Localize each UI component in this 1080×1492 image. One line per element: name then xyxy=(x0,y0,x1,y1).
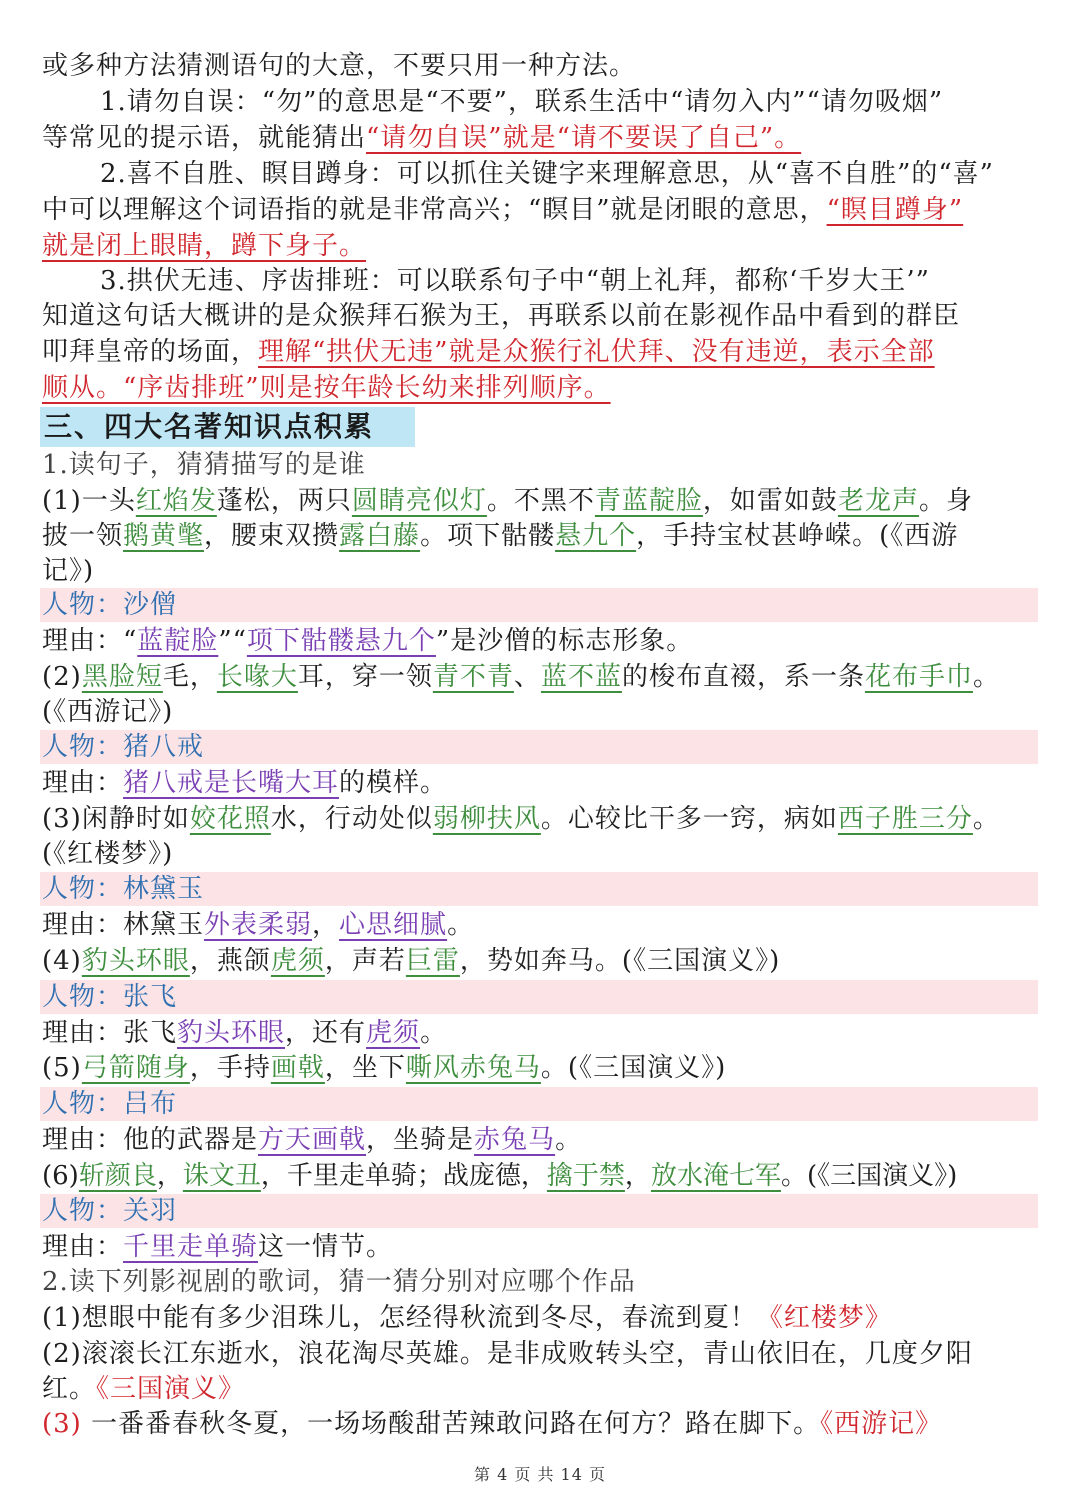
text: ，千里走单骑；战庞德， xyxy=(260,1161,547,1191)
question-line xyxy=(42,943,1042,979)
answer-text: 《红楼梦》 xyxy=(756,1303,892,1333)
reason-keyword: 外表柔弱 xyxy=(204,910,313,940)
text-line xyxy=(42,334,1042,370)
lyric-line xyxy=(42,1336,1042,1372)
person-answer: 人物：林黛玉 xyxy=(42,874,205,904)
text: 一番番春秋冬夏，一场场酸甜苦辣敢问路在何方？路在脚下。 xyxy=(81,1409,821,1439)
keyword: 画戟 xyxy=(270,1053,325,1083)
text: 理由：张飞 xyxy=(42,1018,178,1048)
reason-keyword: 赤兔马 xyxy=(474,1125,556,1155)
part-title: 1.读句子，猜猜描写的是谁 xyxy=(42,450,366,480)
text-line xyxy=(42,370,1042,406)
keyword: 圆睛亮似灯 xyxy=(351,486,487,516)
text-line xyxy=(100,156,1050,192)
keyword: 青不青 xyxy=(432,662,514,692)
section-heading: 三、四大名著知识点积累 xyxy=(44,410,375,443)
text: 。项下骷髅 xyxy=(420,521,556,551)
text: ，腰束双攒 xyxy=(204,521,340,551)
keyword: 花布手巾 xyxy=(864,662,973,692)
text: 。 xyxy=(420,1018,448,1048)
text: (2) xyxy=(42,662,82,692)
text-line xyxy=(42,48,1042,84)
text: ，还有 xyxy=(285,1018,367,1048)
text: ，手持 xyxy=(189,1053,271,1083)
reason-line xyxy=(42,1229,1042,1265)
text: 理由： xyxy=(42,1232,124,1262)
text: 的模样。 xyxy=(339,768,448,798)
answer-text: 《三国演义》 xyxy=(96,1374,246,1404)
question-line xyxy=(42,694,1042,730)
text: (5) xyxy=(42,1053,82,1083)
keyword: 姣花照 xyxy=(189,804,271,834)
part-title: 2.读下列影视剧的歌词，猜一猜分别对应哪个作品 xyxy=(42,1267,636,1297)
text: 知道这句话大概讲的是众猴拜石猴为王，再联系以前在影视作品中看到的群臣 xyxy=(42,301,961,331)
text-line xyxy=(42,120,1042,156)
text: 理由：林黛玉 xyxy=(42,910,205,940)
text: 理由：“ xyxy=(42,626,138,656)
text: 蓬松，两只 xyxy=(216,486,352,516)
answer-text: 《西游记》 xyxy=(820,1409,943,1439)
text: 1.请勿自误：“勿”的意思是“不要”，联系生活中“请勿入内”“请勿吸烟” xyxy=(100,87,944,117)
answer-text: 就是闭上眼睛，蹲下身子。 xyxy=(42,231,367,261)
answer-text: 顺从。“序齿排班”则是按年龄长幼来排列顺序。 xyxy=(42,373,611,403)
text: ，手持宝杖甚峥嵘。(《西游 xyxy=(636,521,959,551)
keyword: 诛文丑 xyxy=(182,1161,261,1191)
reason-keyword: 蓝靛脸 xyxy=(137,626,219,656)
person-answer: 人物：张飞 xyxy=(42,982,178,1012)
text: ，声若 xyxy=(324,946,406,976)
text: ，坐骑是 xyxy=(366,1125,475,1155)
text-line xyxy=(100,263,1050,299)
text: 。(《三国演义》) xyxy=(780,1161,958,1191)
person-answer: 人物：猪八戒 xyxy=(42,732,205,762)
question-line xyxy=(42,1050,1042,1086)
text: ”是沙僧的标志形象。 xyxy=(435,626,694,656)
keyword: 老龙声 xyxy=(837,486,919,516)
text: 。 xyxy=(447,910,475,940)
reason-line xyxy=(42,765,1042,801)
text: 毛， xyxy=(162,662,217,692)
keyword: 巨雷 xyxy=(405,946,460,976)
text: ， xyxy=(156,1161,183,1191)
reason-keyword: 虎须 xyxy=(366,1018,421,1048)
lyric-line xyxy=(42,1371,1042,1407)
text: 或多种方法猜测语句的大意，不要只用一种方法。 xyxy=(42,51,637,81)
text: (1)想眼中能有多少泪珠儿，怎经得秋流到冬尽，春流到夏！ xyxy=(42,1303,757,1333)
text: 理由：他的武器是 xyxy=(42,1125,259,1155)
text: 。身 xyxy=(918,486,973,516)
lyric-line xyxy=(42,1300,1042,1336)
reason-keyword: 豹头环眼 xyxy=(177,1018,286,1048)
text: 红。 xyxy=(42,1374,97,1404)
text: ，燕颌 xyxy=(189,946,271,976)
keyword: 西子胜三分 xyxy=(837,804,973,834)
answer-text: “请勿自误”就是“请不要误了自己”。 xyxy=(366,123,802,153)
text-line xyxy=(100,84,1050,120)
text: 。 xyxy=(972,804,1000,834)
text: 。 xyxy=(972,662,1000,692)
text: (《西游记》) xyxy=(42,697,174,727)
text: 。 xyxy=(555,1125,583,1155)
keyword: 红焰发 xyxy=(135,486,217,516)
question-line xyxy=(42,518,1042,554)
question-line xyxy=(42,836,1042,872)
text: (《红楼梦》) xyxy=(42,839,174,869)
keyword: 长喙大 xyxy=(216,662,298,692)
keyword: 放水淹七军 xyxy=(650,1161,781,1191)
keyword: 嘶风赤兔马 xyxy=(405,1053,541,1083)
text: 叩拜皇帝的场面， xyxy=(42,337,259,367)
keyword: 露白藤 xyxy=(339,521,421,551)
person-answer: 人物：关羽 xyxy=(42,1196,178,1226)
text: 记》) xyxy=(42,556,95,586)
person-answer: 人物：吕布 xyxy=(42,1089,178,1119)
reason-keyword: 猪八戒是长嘴大耳 xyxy=(123,768,340,798)
reason-line xyxy=(42,1122,1042,1158)
reason-line xyxy=(42,1015,1042,1051)
text: ”“ xyxy=(218,626,247,656)
text: 中可以理解这个词语指的就是非常高兴；“瞑目”就是闭眼的意思， xyxy=(42,195,827,225)
keyword: 青蓝靛脸 xyxy=(594,486,703,516)
keyword: 弱柳扶风 xyxy=(432,804,541,834)
text: (6) xyxy=(42,1161,79,1191)
text: 等常见的提示语，就能猜出 xyxy=(42,123,367,153)
reason-line xyxy=(42,623,1042,659)
text-line xyxy=(42,192,1042,228)
text: ，势如奔马。(《三国演义》) xyxy=(459,946,781,976)
question-line xyxy=(42,659,1042,695)
text: 水，行动处似 xyxy=(270,804,433,834)
keyword: 黑脸短 xyxy=(81,662,163,692)
reason-keyword: 千里走单骑 xyxy=(123,1232,259,1262)
keyword: 悬九个 xyxy=(555,521,637,551)
text: ，坐下 xyxy=(324,1053,406,1083)
question-line xyxy=(42,553,1042,589)
keyword: 斩颜良 xyxy=(78,1161,157,1191)
text: ，如雷如鼓 xyxy=(702,486,838,516)
text: 的梭布直裰，系一条 xyxy=(621,662,865,692)
text: (1)一头 xyxy=(42,486,136,516)
text: 2.喜不自胜、瞑目蹲身：可以抓住关键字来理解意思，从“喜不自胜”的“喜” xyxy=(100,159,994,189)
question-line xyxy=(42,483,1042,519)
page-footer: 第 4 页 共 14 页 xyxy=(474,1465,606,1484)
text: 3.拱伏无违、序齿排班：可以联系句子中“朝上礼拜，都称‘千岁大王’” xyxy=(100,266,930,296)
answer-text: 理解“拱伏无违”就是众猴行礼伏拜、没有违逆，表示全部 xyxy=(258,337,935,367)
text: ， xyxy=(312,910,340,940)
person-answer: 人物：沙僧 xyxy=(42,590,178,620)
text: (3)闲静时如 xyxy=(42,804,190,834)
text: 、 xyxy=(513,662,541,692)
keyword: 弓箭随身 xyxy=(81,1053,190,1083)
text: (4) xyxy=(42,946,82,976)
reason-line xyxy=(42,907,1042,943)
text: (2)滚滚长江东逝水，浪花淘尽英雄。是非成败转头空，青山依旧在，几度夕阳 xyxy=(42,1339,973,1369)
text-line xyxy=(42,228,1042,264)
text: 这一情节。 xyxy=(258,1232,394,1262)
question-number: (3) xyxy=(42,1409,82,1439)
text: ， xyxy=(624,1161,651,1191)
text: 耳，穿一领 xyxy=(297,662,433,692)
keyword: 蓝不蓝 xyxy=(540,662,622,692)
text-line xyxy=(42,298,1042,334)
text: 。心较比干多一窍，病如 xyxy=(540,804,838,834)
answer-text: “瞑目蹲身” xyxy=(826,195,964,225)
question-line xyxy=(42,1158,1052,1194)
reason-keyword: 心思细腻 xyxy=(339,910,448,940)
keyword: 虎须 xyxy=(270,946,325,976)
lyric-line xyxy=(42,1406,1042,1442)
reason-keyword: 方天画戟 xyxy=(258,1125,367,1155)
text: 披一领 xyxy=(42,521,124,551)
text: 理由： xyxy=(42,768,124,798)
keyword: 豹头环眼 xyxy=(81,946,190,976)
reason-keyword: 项下骷髅悬九个 xyxy=(246,626,436,656)
question-line xyxy=(42,801,1042,837)
text: 。(《三国演义》) xyxy=(540,1053,727,1083)
text: 。不黑不 xyxy=(486,486,595,516)
keyword: 擒于禁 xyxy=(546,1161,625,1191)
keyword: 鹅黄氅 xyxy=(123,521,205,551)
